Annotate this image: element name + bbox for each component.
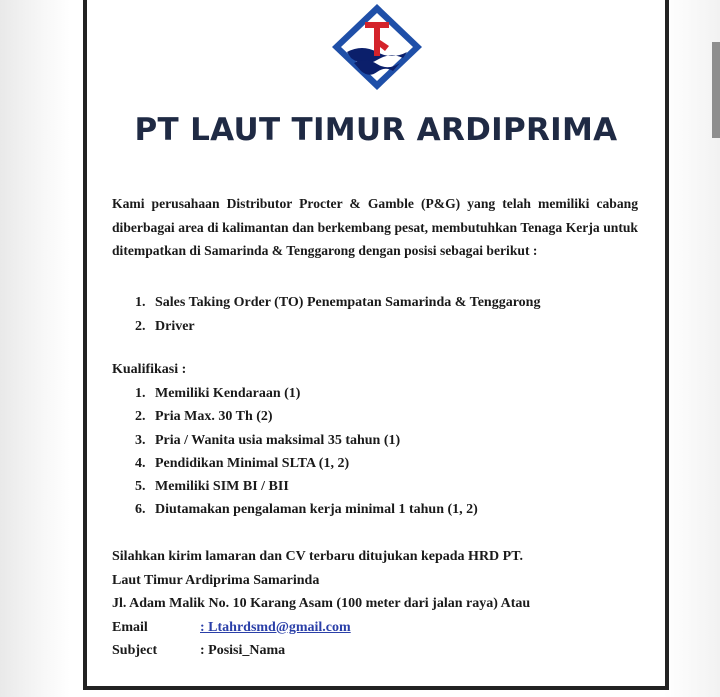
list-item	[135, 405, 635, 428]
email-link[interactable]: : Ltahrdsmd@gmail.com	[200, 619, 351, 635]
job-posting-document	[83, 0, 669, 690]
list-item	[135, 315, 655, 339]
subject-value: : Posisi_Nama	[200, 643, 286, 658]
email-label: Email	[112, 619, 148, 635]
list-number: 2.	[135, 409, 146, 425]
list-item	[135, 452, 635, 475]
list-text: Memiliki SIM BI / BII	[155, 479, 289, 495]
list-text: Diutamakan pengalaman kerja minimal 1 tahun (1, 2)	[155, 502, 478, 518]
list-number: 1.	[135, 386, 146, 401]
list-text: Memiliki Kendaraan (1)	[155, 386, 301, 401]
contact-line-1: Silahkan kirim lamaran dan CV terbaru ditujukan kepada HRD PT.	[112, 549, 524, 564]
subject-row	[112, 639, 652, 663]
list-text: Pria / Wanita usia maksimal 35 tahun (1)	[155, 432, 401, 448]
company-logo-icon	[327, 0, 427, 94]
list-text: Pria Max. 30 Th (2)	[155, 409, 273, 425]
list-item	[135, 291, 655, 315]
list-item	[135, 429, 635, 452]
list-number: 3.	[135, 432, 146, 448]
list-number: 4.	[135, 455, 146, 471]
intro-paragraph: Kami perusahaan Distributor Procter & Gamble (P&G) yang telah memiliki cabang diberbagai area di kalimantan dan berkembang pesat, membutuhkan Tenaga Kerja untuk ditempatkan di Samarinda & Tenggarong dengan posisi sebagai berikut :	[112, 196, 638, 258]
company-logo	[327, 0, 427, 94]
contact-section	[112, 545, 652, 663]
contact-address: Jl. Adam Malik No. 10 Karang Asam (100 meter dari jalan raya) Atau	[112, 596, 531, 611]
list-item	[135, 382, 635, 405]
right-edge-tab	[712, 42, 720, 138]
positions-list	[135, 291, 655, 338]
left-background-shade	[0, 0, 70, 697]
subject-label: Subject	[112, 643, 158, 658]
list-text: Driver	[155, 318, 195, 334]
list-text: Pendidikan Minimal SLTA (1, 2)	[155, 455, 350, 471]
list-number: 1.	[135, 295, 146, 310]
company-title: PT LAUT TIMUR ARDIPRIMA	[134, 112, 618, 148]
list-text: Sales Taking Order (TO) Penempatan Samarinda & Tenggarong	[155, 295, 541, 310]
list-number: 2.	[135, 318, 146, 334]
qualifications-heading: Kualifikasi :	[112, 362, 187, 377]
list-item	[135, 498, 635, 521]
contact-line-2: Laut Timur Ardiprima Samarinda	[112, 572, 320, 588]
list-number: 6.	[135, 502, 146, 518]
list-item	[135, 475, 635, 498]
qualifications-list	[135, 382, 635, 522]
list-number: 5.	[135, 479, 146, 495]
email-row	[112, 616, 652, 640]
